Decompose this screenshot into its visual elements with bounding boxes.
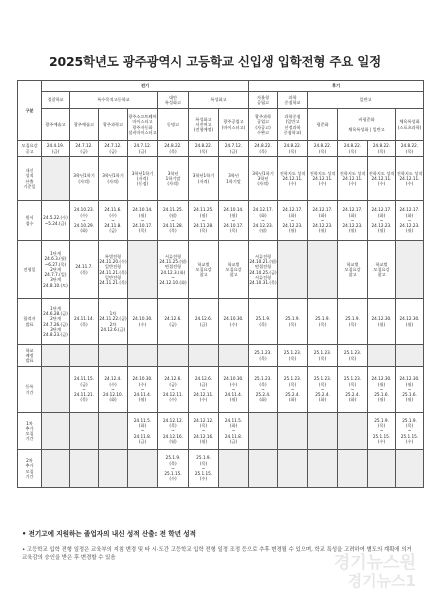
schedule-cell: 25.1.9. (목) ~ 25.1.15. (수) xyxy=(189,450,219,488)
schedule-cell: 24.12.30. (월) ~ 25.1.6. (월) xyxy=(368,367,396,413)
schedule-cell: 24.10.23. (수) ~ 24.10.29. (화) xyxy=(70,201,99,241)
schedule-cell xyxy=(128,450,158,488)
schedule-cell: 24.8.22. (목) xyxy=(189,141,219,157)
schedule-cell xyxy=(42,367,70,413)
schedule-cell: 25.1.23. (목) ~ 25.2.4. (화) xyxy=(278,367,308,413)
schedule-cell: 25.1.23. (목) xyxy=(278,345,308,367)
schedule-cell: 24.12.12. (목) ~ 24.12.16. (월) xyxy=(158,413,189,450)
sub-header: 광주공업고 (마이스터고) xyxy=(219,109,249,141)
schedule-cell: 학교별 모집요강 참고 xyxy=(338,241,368,299)
schedule-cell xyxy=(368,450,396,488)
schedule-cell: 1단계 24.6.3.(월) ~6.27.(목) 2단계 24.7.7.(일) 3단계 24.8.10.(토) xyxy=(42,241,70,299)
schedule-cell: 25.1.9. (목) ~ 25.1.15. (수) xyxy=(368,413,396,450)
schedule-cell xyxy=(128,345,158,367)
schedule-cell: 학교별 모집요강 참고 xyxy=(189,241,219,299)
schedule-cell: 학교별 모집요강 참고 xyxy=(219,241,249,299)
schedule-cell: 25.1.9. (목) xyxy=(249,299,278,345)
schedule-cell: 3학년 1학기말 (자격) xyxy=(158,157,189,201)
row-label: 학교 배정 발표 xyxy=(18,345,42,367)
jeongi-header: 전기 xyxy=(42,81,249,92)
schedule-cell xyxy=(249,450,278,488)
schedule-cell: 24.10.14. (월) ~ 24.10.17. (목) xyxy=(128,201,158,241)
schedule-cell: 24.8.22. (목) xyxy=(278,141,308,157)
schedule-cell: 24.8.22. (목) xyxy=(338,141,368,157)
schedule-cell: 24.10.30. (수) ~ 24.11.4. (월) xyxy=(128,367,158,413)
schedule-cell: 24.11.14. (목) xyxy=(70,299,99,345)
sub-header: 평준화 xyxy=(308,109,338,141)
col-header-police: 경찰학교 xyxy=(42,92,70,109)
schedule-cell: 24.12.17. (화) ~ 24.12.23. (월) xyxy=(308,201,338,241)
schedule-cell: 진학지도 성적 24.12.11. (수) xyxy=(368,157,396,201)
schedule-cell: 24.7.12. (금) xyxy=(99,141,128,157)
schedule-cell: 24.12.17. (화) ~ 24.12.23. (월) xyxy=(338,201,368,241)
schedule-cell: 학교별 모집요강 참고 xyxy=(368,241,396,299)
schedule-row xyxy=(18,157,424,201)
schedule-cell: 24.7.12. (금) xyxy=(128,141,158,157)
row-label: 합격자 발표 xyxy=(18,299,42,345)
schedule-cell xyxy=(42,450,70,488)
schedule-cell: 24.10.30. (수) xyxy=(219,299,249,345)
row-label: 원서 접수 xyxy=(18,201,42,241)
schedule-cell xyxy=(278,450,308,488)
schedule-cell xyxy=(42,157,70,201)
schedule-cell: 24.5.22.(수) ~5.24.(금) xyxy=(42,201,70,241)
schedule-cell xyxy=(368,345,396,367)
schedule-cell xyxy=(99,450,128,488)
row-label: 모집요강 공고 xyxy=(18,141,42,157)
schedule-cell: 25.1.9. (목) xyxy=(338,299,368,345)
schedule-cell: 25.1.9. (목) xyxy=(278,299,308,345)
schedule-cell: 3학년1학기 (자격) (동점) xyxy=(128,157,158,201)
schedule-row xyxy=(18,413,424,450)
schedule-cell xyxy=(308,413,338,450)
schedule-cell: 24.4.19. (금) xyxy=(42,141,70,157)
col-header-general: 일반고 xyxy=(308,92,424,109)
row-label: 1차 추가 모집 기간 xyxy=(18,413,42,450)
schedule-cell: 특별전형 24.11.20.(수) 일반전형 24.11.21.(목) 일반전형 24.11.21.(목) xyxy=(99,241,128,299)
schedule-cell xyxy=(396,450,424,488)
schedule-cell: 24.11.25. (월) ~ 24.11.28. (목) xyxy=(189,201,219,241)
schedule-cell: 24.12.12. (목) ~ 24.12.16. (월) xyxy=(189,413,219,450)
schedule-cell xyxy=(99,413,128,450)
schedule-cell: 24.10.30. (수) xyxy=(128,299,158,345)
schedule-cell: 24.12.30. (월) xyxy=(396,299,424,345)
schedule-cell: 진학지도 성적 24.12.11. (수) xyxy=(338,157,368,201)
hugi-header: 후기 xyxy=(249,81,424,92)
schedule-row xyxy=(18,299,424,345)
sub-header: 광주소프트웨어 마이스터고 광주자동화 설비마이스터고 xyxy=(128,109,158,141)
sub-header: 광주예술고 xyxy=(70,109,99,141)
schedule-cell: 24.11.15. (금) ~ 24.11.21. (목) xyxy=(70,367,99,413)
schedule-cell: 25.1.23. (목) xyxy=(338,345,368,367)
schedule-cell: 24.12.17. (화) ~ 24.12.23. (월) xyxy=(396,201,424,241)
schedule-cell: 25.1.23. (목) xyxy=(308,345,338,367)
watermark-logo-sub: 경기뉴스1 xyxy=(347,572,416,590)
sub-header: 광주예술고 xyxy=(42,109,70,141)
schedule-cell: 24.8.22. (목) xyxy=(158,141,189,157)
note-grade-basis: • 전기고에 지원하는 졸업자의 내신 성적 산출: 전 학년 성적 xyxy=(22,530,197,538)
col-header-sci: 과학 중점학교 xyxy=(278,92,308,109)
schedule-cell: 24.7.12. (금) xyxy=(70,141,99,157)
schedule-cell: 25.1.23. (목) ~ 25.2.4. (화) xyxy=(338,367,368,413)
schedule-cell: 25.1.23. (목) xyxy=(249,345,278,367)
schedule-row xyxy=(18,241,424,299)
schedule-cell xyxy=(99,345,128,367)
schedule-cell: 24.7.12. (금) xyxy=(219,141,249,157)
schedule-cell: 24.12.6. (금) ~ 24.12.11. (수) xyxy=(158,367,189,413)
schedule-cell: 24.11.7. (목) xyxy=(70,241,99,299)
schedule-cell: 24.12.17. (화) ~ 24.12.23. (월) xyxy=(278,201,308,241)
page-title: 2025학년도 광주광역시 고등학교 신입생 입학전형 주요 일정 xyxy=(48,54,382,69)
schedule-row xyxy=(18,201,424,241)
note-schedule-change: • 고등학교 입학 전형 일정은 교육부의 지침 변경 및 타 시·도간 고등학교 입학 전형 일정 조정 등으로 추후 변경될 수 있으며, 학교 특성을 고려하여 별도의 계획에 의거 교육감의 승인을 받은 후 변경할 수 있음 xyxy=(22,547,412,562)
watermark-logo: 경기뉴스원 xyxy=(333,553,416,573)
sub-header: 과학중점 (일반고 선정과학 중점학교) xyxy=(278,109,308,141)
schedule-row xyxy=(18,345,424,367)
schedule-cell: 24.11.25. (월) ~ 24.11.28. (목) xyxy=(158,201,189,241)
schedule-cell: 25.1.23. (목) ~ 25.2.4. (화) xyxy=(308,367,338,413)
schedule-cell xyxy=(42,345,70,367)
schedule-row xyxy=(18,141,424,157)
schedule-row xyxy=(18,367,424,413)
sub-header: 체육특성화 (스포츠과학) xyxy=(396,109,424,141)
sub-header: 동명고 xyxy=(158,109,189,141)
schedule-cell xyxy=(189,345,219,367)
row-label: 전형일 xyxy=(18,241,42,299)
schedule-cell xyxy=(278,241,308,299)
schedule-cell xyxy=(70,413,99,450)
schedule-cell: 3학년 1학기말 xyxy=(219,157,249,201)
schedule-cell xyxy=(219,345,249,367)
schedule-cell: 24.12.17. (화) ~ 24.12.23. (월) xyxy=(368,201,396,241)
schedule-cell: 3학년1학기 (자격) xyxy=(99,157,128,201)
schedule-cell: 진학지도 성적 24.12.11. (수) xyxy=(278,157,308,201)
schedule-cell xyxy=(338,413,368,450)
schedule-cell: 서류전형 24.10.21.(월) 면접전형 24.10.25.(금) 서류전형 24.10.31.(목) xyxy=(249,241,278,299)
schedule-cell: 24.8.22. (목) xyxy=(308,141,338,157)
schedule-cell xyxy=(158,345,189,367)
schedule-cell xyxy=(396,345,424,367)
schedule-cell: 진학지도 성적 24.12.11. (수) xyxy=(308,157,338,201)
col-header-special: 특수목적고등학교 xyxy=(70,92,158,109)
schedule-cell xyxy=(42,413,70,450)
schedule-cell: 24.11.5. (화) ~ 24.11.8. (금) xyxy=(219,413,249,450)
schedule-cell: 1차 24.11.22.(금) 2차 24.12.6.(금) xyxy=(99,299,128,345)
schedule-cell xyxy=(219,450,249,488)
schedule-cell: 24.11.5. (화) ~ 24.11.8. (금) xyxy=(128,413,158,450)
schedule-cell xyxy=(128,241,158,299)
schedule-cell: 25.1.9. (목) ~ 25.1.15. (수) xyxy=(396,413,424,450)
schedule-cell: 24.12.6. (금) ~ 24.12.11. (수) xyxy=(189,367,219,413)
schedule-cell: 24.10.14. (월) ~ 24.10.17. (목) xyxy=(219,201,249,241)
schedule-cell: 3학년1학기 3학년 (자격) xyxy=(249,157,278,201)
schedule-cell: 3학년1학기 (자격) xyxy=(189,157,219,201)
schedule-cell: 서류전형 24.11.25.(월) 면접전형 24.12.3.(화) ~ 24.12.10.(화) xyxy=(158,241,189,299)
schedule-row xyxy=(18,450,424,488)
sub-header: 특성화고 서진여고 (전형예정) xyxy=(189,109,219,141)
schedule-cell: 25.1.9. (목) ~ 25.1.15. (수) xyxy=(158,450,189,488)
schedule-table xyxy=(17,80,424,488)
schedule-cell: 24.8.22. (목) xyxy=(249,141,278,157)
schedule-cell: 25.1.23. (목) ~ 25.2.4. (화) xyxy=(249,367,278,413)
schedule-cell: 24.11.6. (수) ~ 24.11.8. (금) xyxy=(99,201,128,241)
schedule-cell: 3학년1학기 (자격) xyxy=(70,157,99,201)
schedule-cell: 진학지도 성적 24.12.11. (수) xyxy=(396,157,424,201)
sub-header: 광주과학 공업고 (자공고) 수완고 xyxy=(249,109,278,141)
schedule-cell: 1단계 24.6.28.(금) 2단계 24.7.26.(금) 3단계 24.8.23.(금) xyxy=(42,299,70,345)
schedule-cell: 24.10.30. (수) ~ 24.11.4. (월) xyxy=(219,367,249,413)
col-header-auto: 자율형 공립고 xyxy=(249,92,278,109)
schedule-cell: 24.12.30. (월) ~ 25.1.6. (월) xyxy=(396,367,424,413)
schedule-cell xyxy=(308,241,338,299)
col-header-voc: 특성화고 xyxy=(189,92,249,109)
col-header-alt: 대안 특성화고 xyxy=(158,92,189,109)
schedule-cell xyxy=(396,241,424,299)
schedule-cell: 24.12.4. (수) ~ 24.12.10. (화) xyxy=(99,367,128,413)
schedule-cell xyxy=(70,450,99,488)
row-label: 등록 기간 xyxy=(18,367,42,413)
schedule-cell: 25.1.9. (목) xyxy=(308,299,338,345)
sub-header: 비평준화 체육특성화 | 일반고 xyxy=(338,109,396,141)
schedule-cell xyxy=(249,413,278,450)
schedule-cell xyxy=(338,450,368,488)
schedule-cell xyxy=(70,345,99,367)
row-label: 2차 추가 모집 기간 xyxy=(18,450,42,488)
schedule-cell: 24.8.22. (목) xyxy=(368,141,396,157)
schedule-cell xyxy=(308,450,338,488)
schedule-cell: 24.8.22. (목) xyxy=(396,141,424,157)
row-label: 내신 성적 산출 기준일 xyxy=(18,157,42,201)
schedule-cell: 24.12.17. (화) ~ 24.12.23. (월) xyxy=(249,201,278,241)
schedule-cell: 24.12.6. (금) xyxy=(158,299,189,345)
schedule-cell: 24.12.30. (월) xyxy=(368,299,396,345)
gubun-header: 구분 xyxy=(18,81,42,141)
schedule-cell: 24.12.6. (금) xyxy=(189,299,219,345)
schedule-cell xyxy=(278,413,308,450)
sub-header: 광주과학고 xyxy=(99,109,128,141)
